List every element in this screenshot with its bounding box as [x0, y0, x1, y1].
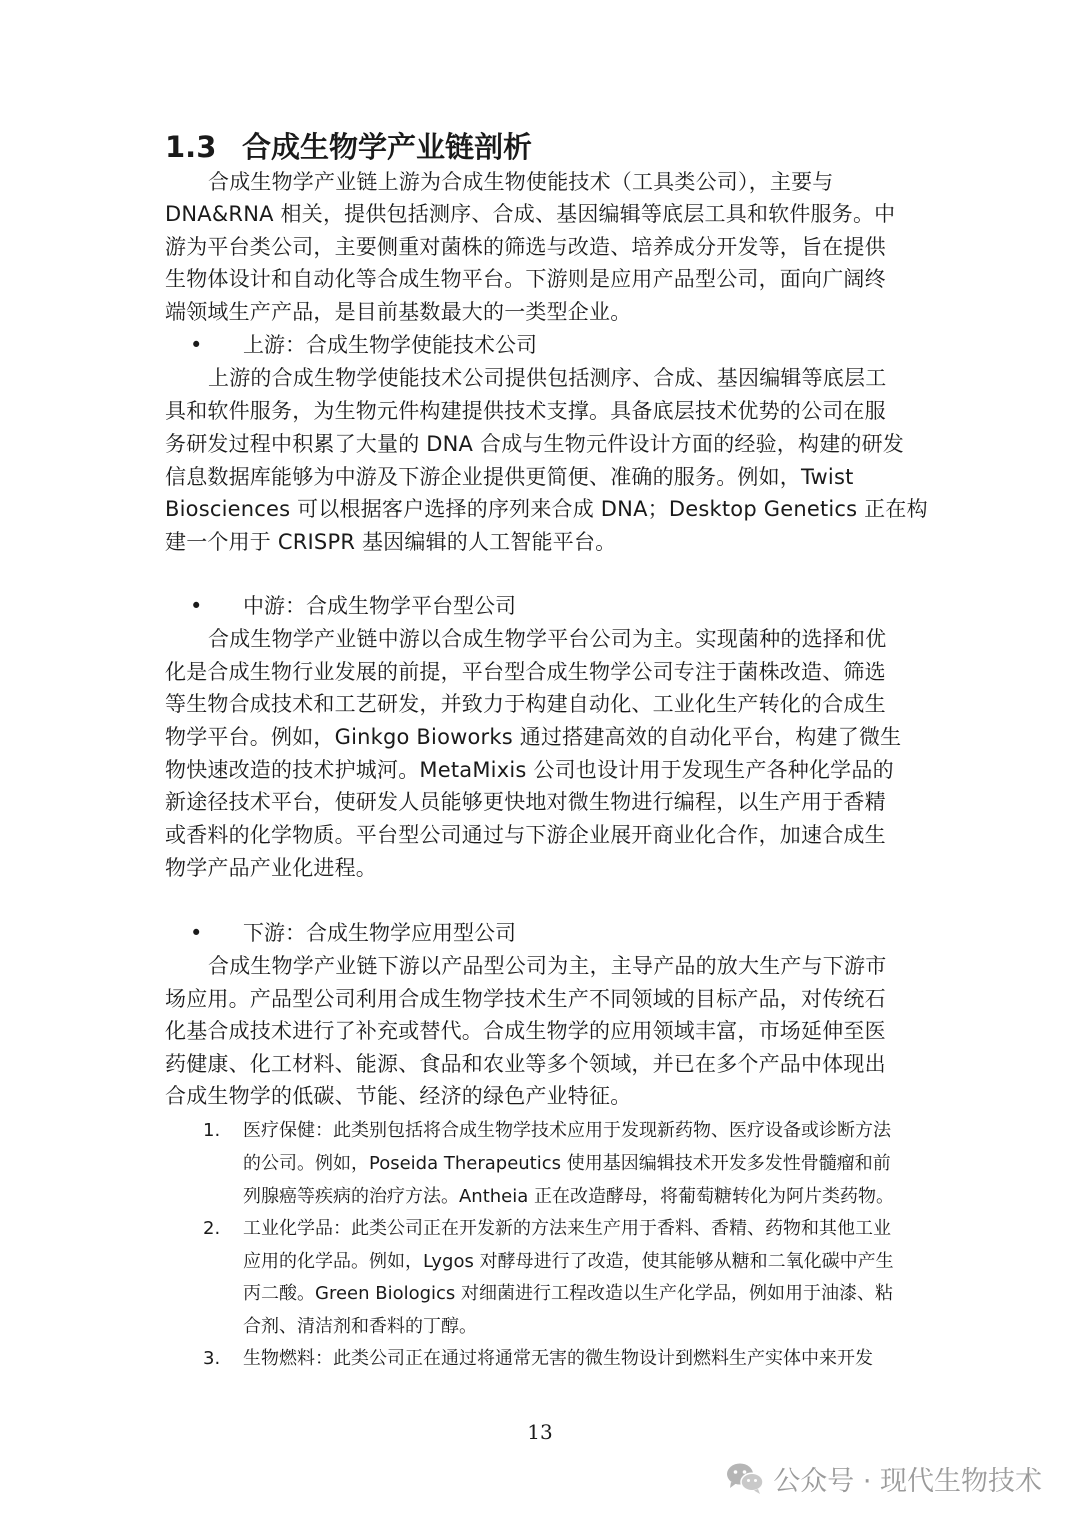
watermark-text: 公众号 · 现代生物技术 [773, 1465, 1042, 1497]
text-line: 建一个用于 CRISPR 基因编辑的人工智能平台。 [165, 530, 617, 554]
list-number: 3. [203, 1348, 221, 1369]
bullet-icon: • [190, 594, 203, 618]
wechat-icon [725, 1461, 765, 1495]
text-line: 场应用。产品型公司利用合成生物学技术生产不同领域的目标产品，对传统石 [165, 987, 886, 1011]
text-line: 的公司。例如，Poseida Therapeutics 使用基因编辑技术开发多发性骨髓瘤和前 [243, 1153, 891, 1174]
text-line: 合成生物学产业链中游以合成生物学平台公司为主。实现菌种的选择和优 [208, 627, 887, 651]
list-number: 2. [203, 1218, 221, 1239]
section-title: 合成生物学产业链剖析 [242, 130, 533, 164]
section-number: 1.3 [165, 130, 217, 164]
text-line: 物学平台。例如，Ginkgo Bioworks 通过搭建高效的自动化平台，构建了微生 [165, 725, 902, 749]
text-line: 游为平台类公司，主要侧重对菌株的筛选与改造、培养成分开发等，旨在提供 [165, 235, 886, 259]
text-line: DNA&RNA 相关，提供包括测序、合成、基因编辑等底层工具和软件服务。中 [165, 202, 896, 226]
downstream-heading: 下游：合成生物学应用型公司 [243, 921, 516, 945]
page-number: 13 [527, 1420, 553, 1444]
text-line: 合成生物学的低碳、节能、经济的绿色产业特征。 [165, 1084, 632, 1108]
text-line: Biosciences 可以根据客户选择的序列来合成 DNA；Desktop Genetics 正在构 [165, 497, 928, 521]
text-line: 丙二酸。Green Biologics 对细菌进行工程改造以生产化学品，例如用于油漆、粘 [243, 1283, 894, 1304]
text-line: 合剂、清洁剂和香料的丁醇。 [243, 1316, 477, 1337]
text-line: 列腺癌等疾病的治疗方法。Antheia 正在改造酵母，将葡萄糖转化为阿片类药物。 [243, 1186, 895, 1207]
text-line: 医疗保健：此类别包括将合成生物学技术应用于发现新药物、医疗设备或诊断方法 [243, 1120, 891, 1141]
watermark [725, 1458, 1042, 1498]
text-line: 生物燃料：此类公司正在通过将通常无害的微生物设计到燃料生产实体中来开发 [243, 1348, 873, 1369]
upstream-heading: 上游：合成生物学使能技术公司 [243, 333, 537, 357]
text-line: 生物体设计和自动化等合成生物平台。下游则是应用产品型公司，面向广阔终 [165, 267, 886, 291]
text-line: 工业化学品：此类公司正在开发新的方法来生产用于香料、香精、药物和其他工业 [243, 1218, 891, 1239]
text-line: 合成生物学产业链下游以产品型公司为主，主导产品的放大生产与下游市 [208, 954, 887, 978]
text-line: 物快速改造的技术护城河。MetaMixis 公司也设计用于发现生产各种化学品的 [165, 758, 894, 782]
text-line: 等生物合成技术和工艺研发，并致力于构建自动化、工业化生产转化的合成生 [165, 692, 886, 716]
text-line: 端领域生产产品，是目前基数最大的一类型企业。 [165, 300, 632, 324]
text-line: 化是合成生物行业发展的前提，平台型合成生物学公司专注于菌株改造、筛选 [165, 660, 886, 684]
text-line: 或香料的化学物质。平台型公司通过与下游企业展开商业化合作，加速合成生 [165, 823, 886, 847]
text-line: 信息数据库能够为中游及下游企业提供更简便、准确的服务。例如，Twist [165, 465, 854, 489]
text-line: 务研发过程中积累了大量的 DNA 合成与生物元件设计方面的经验，构建的研发 [165, 432, 904, 456]
text-line: 具和软件服务，为生物元件构建提供技术支撑。具备底层技术优势的公司在服 [165, 399, 886, 423]
text-line: 合成生物学产业链上游为合成生物使能技术（工具类公司），主要与 [208, 170, 834, 194]
bullet-icon: • [190, 333, 203, 357]
text-line: 药健康、化工材料、能源、食品和农业等多个领域，并已在多个产品中体现出 [165, 1052, 886, 1076]
text-line: 上游的合成生物学使能技术公司提供包括测序、合成、基因编辑等底层工 [208, 366, 887, 390]
list-number: 1. [203, 1120, 221, 1141]
text-line: 物学产品产业化进程。 [165, 856, 377, 880]
text-line: 应用的化学品。例如，Lygos 对酵母进行了改造，使其能够从糖和二氧化碳中产生 [243, 1251, 894, 1272]
bullet-icon: • [190, 921, 203, 945]
text-line: 新途径技术平台，使研发人员能够更快地对微生物进行编程，以生产用于香精 [165, 790, 886, 814]
section-heading [165, 128, 532, 166]
midstream-heading: 中游：合成生物学平台型公司 [243, 594, 516, 618]
text-line: 化基合成技术进行了补充或替代。合成生物学的应用领域丰富，市场延伸至医 [165, 1019, 886, 1043]
